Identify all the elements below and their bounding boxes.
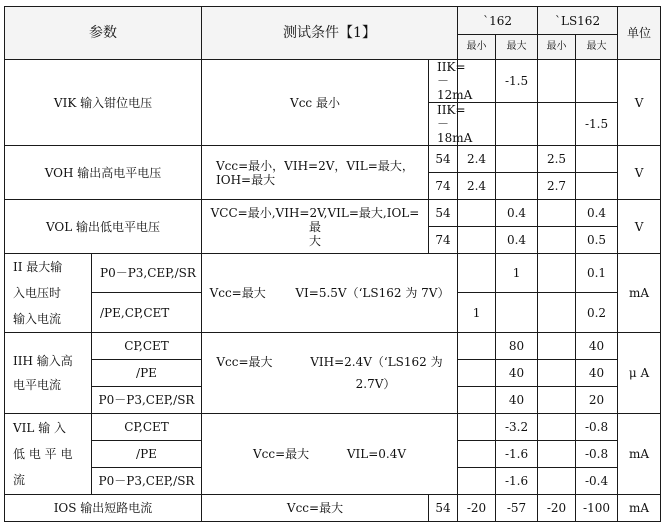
iih-pin-group2: /PE	[92, 360, 202, 387]
header-min-162: 最小	[458, 35, 496, 60]
vol-max-162-74: 0.4	[496, 227, 538, 254]
param-iih-line1: IIH 输入高	[13, 354, 73, 368]
unit-ios: mA	[618, 495, 661, 522]
cond-vik: Vcc 最小	[202, 60, 429, 146]
param-iil-line3: 流	[13, 473, 26, 487]
iil-max-ls162-1: -0.8	[576, 414, 618, 441]
cond-ii	[202, 254, 458, 333]
cond-vik-iik1: IIK=－12mA	[429, 60, 458, 103]
iil-pin-group2: /PE	[92, 441, 202, 468]
header-param: 参数	[5, 7, 202, 60]
cell	[538, 333, 576, 360]
iih-max-ls162-3: 20	[576, 387, 618, 414]
cond-iih	[202, 333, 458, 414]
unit-iil: mA	[618, 414, 661, 495]
iil-pin-group3: P0－P3,CEP,/SR	[92, 468, 202, 495]
cell	[538, 360, 576, 387]
cond-ii-vi: VI=5.5V（‘LS162 为 7V）	[295, 286, 450, 300]
vik-max-ls162: -1.5	[576, 103, 618, 146]
cond-vik-iik2: IIK=－18mA	[429, 103, 458, 146]
cell	[458, 414, 496, 441]
cell	[538, 441, 576, 468]
iil-max-ls162-3: -0.4	[576, 468, 618, 495]
cell	[538, 60, 576, 103]
param-ii-line3: 输入电流	[13, 312, 62, 326]
voh-min-162-74: 2.4	[458, 173, 496, 200]
voh-series-54: 54	[429, 146, 458, 173]
cond-vol-line1: VCC=最小,VIH=2V,VIL=最大,IOL=最	[210, 205, 420, 234]
ii-pin-group1: P0－P3,CEP,/SR	[92, 254, 202, 293]
cond-voh-line1: Vcc=最小，VIH=2V，VIL=最大，	[216, 158, 414, 173]
cell	[496, 173, 538, 200]
ios-max-162: -57	[496, 495, 538, 522]
ii-pin-group2: /PE,CP,CET	[92, 293, 202, 333]
cell	[538, 254, 576, 293]
cell	[576, 146, 618, 173]
vol-max-ls162-74: 0.5	[576, 227, 618, 254]
voh-series-74: 74	[429, 173, 458, 200]
ii-max-ls162-1: 0.1	[576, 254, 618, 293]
param-iil-line1: VIL 输 入	[13, 421, 67, 435]
param-iih	[5, 333, 92, 414]
cell	[458, 468, 496, 495]
param-iil-line2: 低 电 平 电	[13, 447, 73, 461]
spec-table-container	[4, 6, 660, 515]
unit-voh: V	[618, 146, 661, 200]
param-vik: VIK 输入钳位电压	[5, 60, 202, 146]
unit-vik: V	[618, 60, 661, 146]
param-vol: VOL 输出低电平电压	[5, 200, 202, 254]
header-ls162: `LS162	[538, 7, 618, 35]
cell	[576, 60, 618, 103]
cond-voh	[202, 146, 429, 200]
ios-min-ls162: -20	[538, 495, 576, 522]
cond-iih-vih: VIH=2.4V（‘LS162 为	[310, 355, 443, 369]
voh-min-162-54: 2.4	[458, 146, 496, 173]
param-iil	[5, 414, 92, 495]
cell	[538, 293, 576, 333]
cell	[458, 387, 496, 414]
cond-vol-line2: 大	[308, 233, 321, 248]
param-ii	[5, 254, 92, 333]
iih-max-162-2: 40	[496, 360, 538, 387]
param-voh: VOH 输出高电平电压	[5, 146, 202, 200]
iil-max-ls162-2: -0.8	[576, 441, 618, 468]
cond-iil	[202, 414, 458, 495]
header-test-conditions: 测试条件【1】	[202, 7, 458, 60]
cell	[458, 254, 496, 293]
cell	[458, 360, 496, 387]
unit-ii: mA	[618, 254, 661, 333]
cond-ii-vcc: Vcc=最大	[209, 286, 266, 300]
iil-max-162-2: -1.6	[496, 441, 538, 468]
ios-min-162: -20	[458, 495, 496, 522]
iih-max-162-3: 40	[496, 387, 538, 414]
cond-iil-vil: VIL=0.4V	[346, 447, 407, 461]
cond-iil-vcc: Vcc=最大	[253, 447, 310, 461]
cell	[496, 103, 538, 146]
iil-pin-group1: CP,CET	[92, 414, 202, 441]
cell	[458, 333, 496, 360]
iil-max-162-3: -1.6	[496, 468, 538, 495]
vol-series-74: 74	[429, 227, 458, 254]
iih-pin-group3: P0－P3,CEP,/SR	[92, 387, 202, 414]
param-iih-line2: 电平电流	[13, 378, 62, 392]
header-min-ls162: 最小	[538, 35, 576, 60]
header-max-162: 最大	[496, 35, 538, 60]
unit-iih: μ A	[618, 333, 661, 414]
cell	[458, 441, 496, 468]
ios-max-ls162: -100	[576, 495, 618, 522]
cell	[496, 146, 538, 173]
iih-pin-group1: CP,CET	[92, 333, 202, 360]
cond-ios: Vcc=最大	[202, 495, 429, 522]
cell	[458, 200, 496, 227]
vik-max-162: -1.5	[496, 60, 538, 103]
cell	[538, 103, 576, 146]
cell	[496, 293, 538, 333]
vol-max-ls162-54: 0.4	[576, 200, 618, 227]
cell	[538, 227, 576, 254]
cond-voh-line2: IOH=最大	[216, 172, 276, 187]
header-162: `162	[458, 7, 538, 35]
cell	[538, 200, 576, 227]
electrical-characteristics-table	[4, 6, 661, 522]
ii-min-162-2: 1	[458, 293, 496, 333]
cell	[576, 173, 618, 200]
cond-iih-vcc: Vcc=最大	[216, 355, 273, 369]
ii-max-ls162-2: 0.2	[576, 293, 618, 333]
vol-max-162-54: 0.4	[496, 200, 538, 227]
param-ios: IOS 输出短路电流	[5, 495, 202, 522]
header-unit: 单位	[618, 7, 661, 60]
cell	[458, 227, 496, 254]
param-ii-line1: II 最大输	[13, 260, 63, 274]
voh-min-ls162-74: 2.7	[538, 173, 576, 200]
iih-max-ls162-2: 40	[576, 360, 618, 387]
cond-iih-vih-cont: 2.7V）	[355, 377, 396, 391]
cell	[538, 468, 576, 495]
cell	[538, 414, 576, 441]
iih-max-162-1: 80	[496, 333, 538, 360]
iih-max-ls162-1: 40	[576, 333, 618, 360]
cell	[538, 387, 576, 414]
voh-min-ls162-54: 2.5	[538, 146, 576, 173]
vol-series-54: 54	[429, 200, 458, 227]
cond-vol	[202, 200, 429, 254]
param-ii-line2: 入电压时	[13, 286, 62, 300]
unit-vol: V	[618, 200, 661, 254]
ios-series-54: 54	[429, 495, 458, 522]
header-max-ls162: 最大	[576, 35, 618, 60]
iil-max-162-1: -3.2	[496, 414, 538, 441]
ii-max-162-1: 1	[496, 254, 538, 293]
